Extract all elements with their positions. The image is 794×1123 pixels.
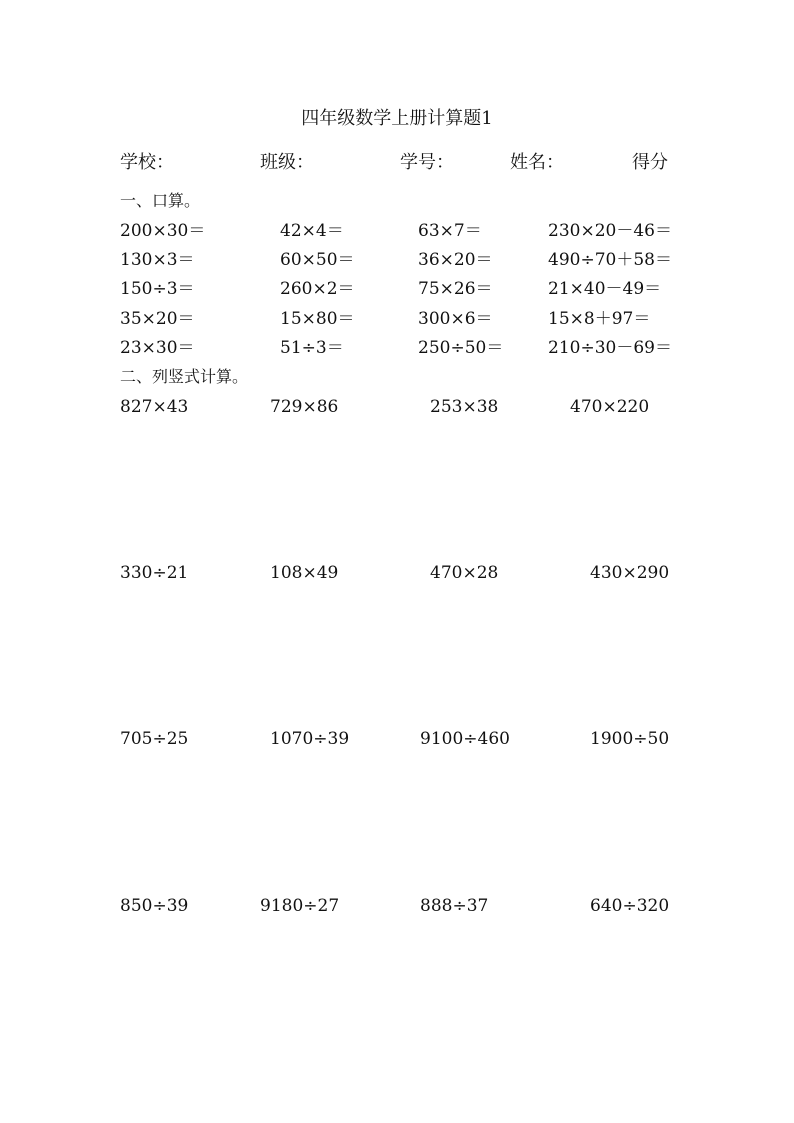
student-number-label: 学号： <box>400 152 454 173</box>
vertical-calc-problem: 9100÷460 <box>420 729 510 749</box>
oral-problem: 490÷70＋58＝ <box>548 250 672 270</box>
oral-problem: 60×50＝ <box>280 250 355 270</box>
vertical-calc-problem: 1900÷50 <box>590 729 670 749</box>
oral-problem: 15×80＝ <box>280 309 355 329</box>
oral-problem: 21×40－49＝ <box>548 279 662 299</box>
vertical-calc-problem: 470×28 <box>430 563 499 583</box>
oral-problem: 130×3＝ <box>120 250 195 270</box>
vertical-calc-problem: 1070÷39 <box>270 729 350 749</box>
name-label: 姓名： <box>510 152 564 173</box>
page-title: 四年级数学上册计算题1 <box>301 108 493 129</box>
vertical-calc-problem: 888÷37 <box>420 896 489 916</box>
vertical-calc-problem: 729×86 <box>270 397 339 417</box>
vertical-calc-problem: 330÷21 <box>120 563 189 583</box>
oral-problem: 35×20＝ <box>120 309 195 329</box>
score-label: 得分 <box>632 152 668 173</box>
oral-problem: 36×20＝ <box>418 250 493 270</box>
oral-section-heading: 一、口算。 <box>120 191 201 210</box>
vertical-calc-problem: 705÷25 <box>120 729 189 749</box>
vertical-calc-problem: 827×43 <box>120 397 189 417</box>
oral-problem: 15×8＋97＝ <box>548 309 651 329</box>
oral-problem: 300×6＝ <box>418 309 493 329</box>
oral-problem: 75×26＝ <box>418 279 493 299</box>
oral-problem: 23×30＝ <box>120 338 195 358</box>
vertical-calc-problem: 253×38 <box>430 397 499 417</box>
oral-problem: 42×4＝ <box>280 221 344 241</box>
vertical-calc-problem: 470×220 <box>570 397 650 417</box>
school-label: 学校： <box>120 152 174 173</box>
vertical-calc-problem: 9180÷27 <box>260 896 340 916</box>
oral-problem: 250÷50＝ <box>418 338 504 358</box>
vertical-calc-problem: 850÷39 <box>120 896 189 916</box>
oral-problem: 210÷30－69＝ <box>548 338 672 358</box>
oral-problem: 230×20－46＝ <box>548 221 672 241</box>
vertical-calc-problem: 430×290 <box>590 563 670 583</box>
class-label: 班级： <box>260 152 314 173</box>
vertical-calc-problem: 108×49 <box>270 563 339 583</box>
oral-problem: 51÷3＝ <box>280 338 344 358</box>
vertical-calc-section-heading: 二、列竖式计算。 <box>120 367 249 386</box>
oral-problem: 63×7＝ <box>418 221 482 241</box>
oral-problem: 260×2＝ <box>280 279 355 299</box>
oral-problem: 150÷3＝ <box>120 279 195 299</box>
vertical-calc-problem: 640÷320 <box>590 896 670 916</box>
oral-problem: 200×30＝ <box>120 221 206 241</box>
